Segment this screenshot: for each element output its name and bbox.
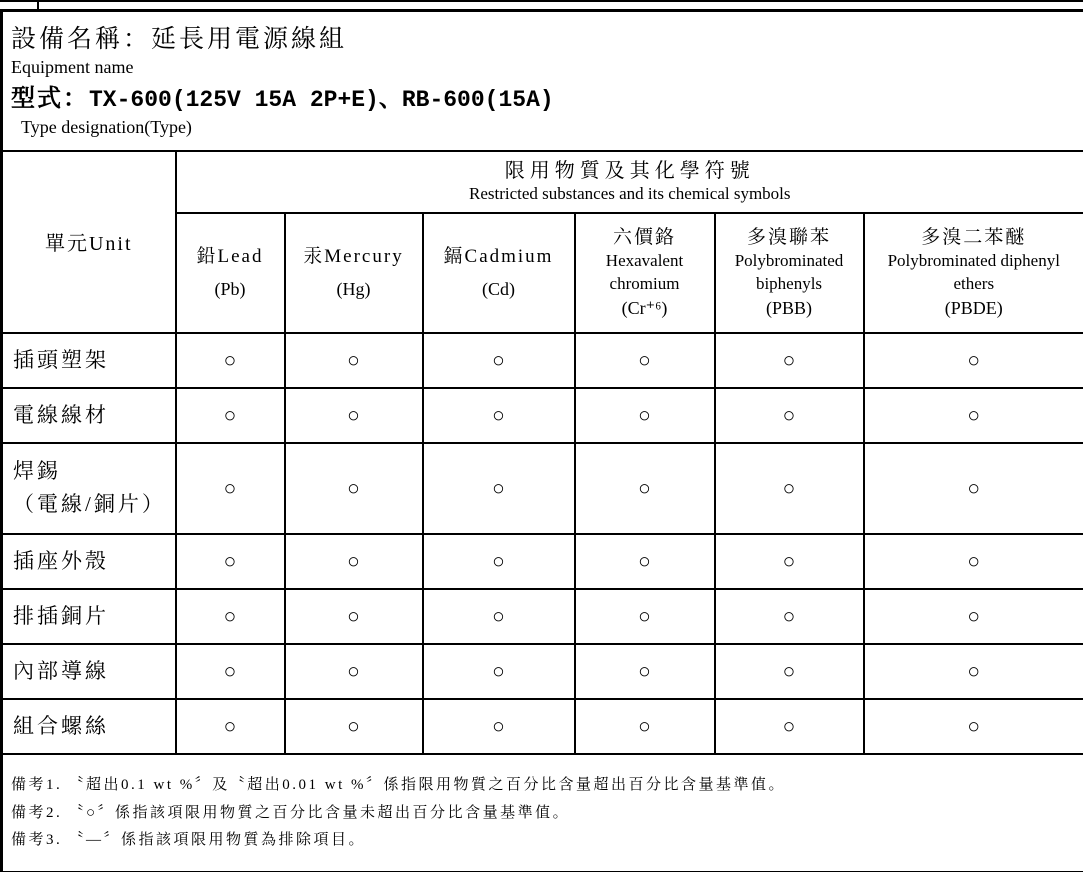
unit-label-line: 排插銅片: [13, 603, 109, 628]
substance-status-cell: ○: [285, 333, 423, 388]
unit-cell: [2, 534, 176, 589]
unit-cell: [2, 699, 176, 754]
notes-cell: [2, 754, 1083, 872]
header-section: [2, 11, 1083, 333]
substance-status-cell: ○: [423, 534, 575, 589]
substance-status-cell: ○: [864, 333, 1083, 388]
type-label: 型式：: [11, 85, 89, 112]
notes-row: [2, 754, 1083, 872]
substance-status-cell: ○: [285, 443, 423, 534]
substance-status-cell: ○: [285, 699, 423, 754]
top-border-artifact: [0, 0, 1083, 2]
column-header-line: Polybrominated diphenyl ethers: [887, 251, 1060, 294]
column-header-line: (Cd): [482, 278, 515, 299]
table-row: [2, 534, 1083, 589]
substance-status-cell: ○: [423, 443, 575, 534]
type-designation-en: Type designation(Type): [21, 116, 192, 137]
type-value: TX-600(125V 15A 2P+E)、RB-600(15A): [89, 86, 554, 113]
unit-cell: [2, 443, 176, 534]
substance-status-cell: ○: [864, 589, 1083, 644]
unit-cell: [2, 388, 176, 443]
substance-status-cell: ○: [864, 644, 1083, 699]
substance-status-cell: ○: [176, 644, 285, 699]
rohs-table: [0, 9, 1083, 872]
column-header-line: (PBDE): [944, 298, 1003, 319]
notes-section: [2, 754, 1083, 872]
column-header-line: 六價鉻: [612, 226, 676, 248]
substance-status-cell: ○: [285, 644, 423, 699]
column-header-polybrominated-diphenyl-ethers: [864, 213, 1083, 333]
unit-column-header: 單元Unit: [2, 151, 176, 333]
unit-label-line: 內部導線: [13, 658, 109, 683]
column-header-line: 多溴聯苯: [746, 226, 831, 248]
table-row: [2, 443, 1083, 534]
substance-status-cell: ○: [864, 443, 1083, 534]
column-header-line: (Pb): [214, 278, 246, 299]
column-header-cadmium: [423, 213, 575, 333]
column-header-hexavalent-chromium: [575, 213, 715, 333]
substance-status-cell: ○: [575, 589, 715, 644]
substance-status-cell: ○: [864, 388, 1083, 443]
column-header-line: 鎘Cadmium: [443, 246, 554, 268]
substance-status-cell: ○: [176, 333, 285, 388]
substance-status-cell: ○: [715, 443, 864, 534]
substance-status-cell: ○: [575, 443, 715, 534]
column-header-line: Hexavalent chromium: [605, 251, 684, 294]
substance-status-cell: ○: [285, 589, 423, 644]
unit-label-line: 焊錫: [13, 459, 61, 484]
column-header-line: (PBB): [765, 298, 812, 319]
column-header-mercury: [285, 213, 423, 333]
substance-status-cell: ○: [176, 699, 285, 754]
column-header-line: (Hg): [336, 278, 371, 299]
substance-status-cell: ○: [864, 699, 1083, 754]
substance-status-cell: ○: [575, 333, 715, 388]
unit-label-line: （電線/銅片）: [13, 492, 166, 516]
substance-status-cell: ○: [285, 534, 423, 589]
column-header-line: Polybrominated biphenyls: [734, 251, 844, 294]
column-header-polybrominated-biphenyls: [715, 213, 864, 333]
restricted-substances-header-cell: [176, 151, 1083, 213]
substance-status-cell: ○: [715, 333, 864, 388]
table-row: [2, 644, 1083, 699]
group-header-row: [2, 151, 1083, 213]
column-header-lead: [176, 213, 285, 333]
substance-status-cell: ○: [423, 589, 575, 644]
substance-status-cell: ○: [176, 443, 285, 534]
column-header-line: 汞Mercury: [303, 246, 404, 268]
table-row: [2, 589, 1083, 644]
table-body: [2, 333, 1083, 754]
substance-status-cell: ○: [715, 644, 864, 699]
table-row: [2, 699, 1083, 754]
note-line: 備考3. 〝—〞係指該項限用物質為排除項目。: [11, 832, 367, 848]
substance-status-cell: ○: [575, 388, 715, 443]
unit-label-line: 電線線材: [13, 402, 109, 427]
column-header-line: 多溴二苯醚: [921, 226, 1027, 248]
table-row: [2, 388, 1083, 443]
info-row: [2, 11, 1083, 151]
unit-label-line: 插座外殼: [13, 548, 109, 573]
restricted-substances-header-zh: 限用物質及其化學符號: [504, 159, 755, 182]
unit-label-line: 組合螺絲: [13, 713, 109, 738]
substance-status-cell: ○: [575, 534, 715, 589]
substance-status-cell: ○: [715, 388, 864, 443]
substance-status-cell: ○: [715, 699, 864, 754]
info-cell: [2, 11, 1083, 151]
unit-cell: [2, 589, 176, 644]
substance-status-cell: ○: [176, 589, 285, 644]
type-designation-line: [11, 84, 1075, 116]
substance-status-cell: ○: [423, 699, 575, 754]
table-row: [2, 333, 1083, 388]
substance-status-cell: ○: [864, 534, 1083, 589]
substance-status-cell: ○: [575, 699, 715, 754]
unit-cell: [2, 333, 176, 388]
unit-cell: [2, 644, 176, 699]
substance-status-cell: ○: [423, 388, 575, 443]
note-line: 備考2. 〝○〞係指該項限用物質之百分比含量未超出百分比含量基準值。: [11, 804, 571, 821]
substance-status-cell: ○: [715, 534, 864, 589]
substance-status-cell: ○: [575, 644, 715, 699]
substance-status-cell: ○: [423, 644, 575, 699]
restricted-substances-header-en: Restricted substances and its chemical symbols: [469, 183, 791, 203]
equipment-name-en: Equipment name: [11, 56, 134, 77]
substance-status-cell: ○: [715, 589, 864, 644]
substance-status-cell: ○: [176, 388, 285, 443]
column-header-line: (Cr⁺⁶): [621, 298, 668, 319]
substance-status-cell: ○: [285, 388, 423, 443]
equipment-name-zh: 設備名稱：延長用電源線組: [11, 26, 348, 54]
unit-label-line: 插頭塑架: [13, 347, 109, 372]
note-line: 備考1. 〝超出0.1 wt %〞及〝超出0.01 wt %〞係指限用物質之百分比含量超出百分比含量基準值。: [11, 777, 786, 793]
substance-status-cell: ○: [176, 534, 285, 589]
column-header-line: 鉛Lead: [196, 246, 264, 268]
substance-status-cell: ○: [423, 333, 575, 388]
